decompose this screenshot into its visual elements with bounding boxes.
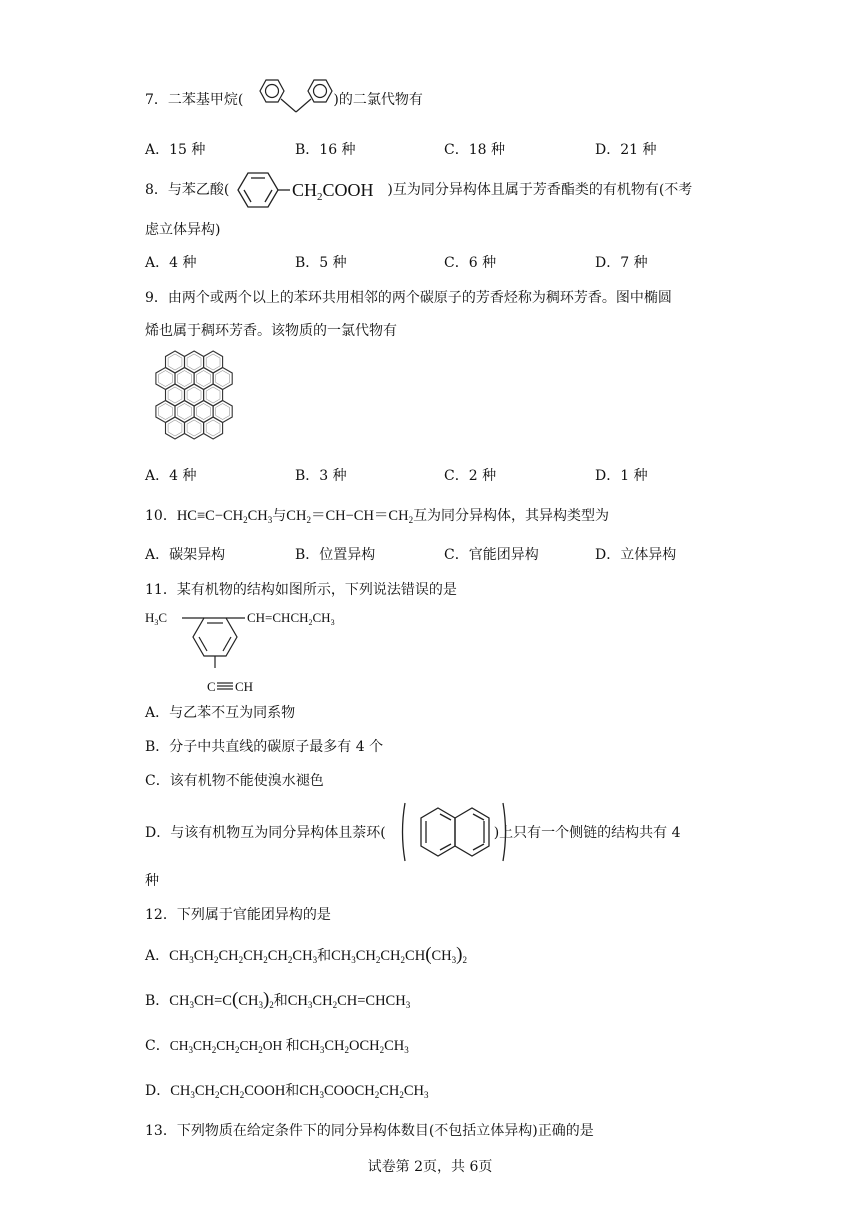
q9-option-d: D．1 种 <box>595 468 648 484</box>
ring-inner <box>187 387 201 403</box>
ring-inner <box>187 420 201 436</box>
ring-inner <box>168 354 182 370</box>
ring-inner <box>187 354 201 370</box>
svg-text:CH2COOH: $CH_2COOH$ <box>292 180 374 203</box>
ring-inner <box>168 420 182 436</box>
ring-inner <box>206 420 220 436</box>
q8-text-after: )互为同分异构体且属于芳香酯类的有机物有(不考 <box>387 182 693 198</box>
methylbutene-formula: $CH_3CH=C(CH_3)_2$ <box>169 989 274 1010</box>
q9-option-b: B．3 种 <box>295 468 347 484</box>
q8-option-d: D．7 种 <box>595 255 648 271</box>
q11-option-d-line2: 种 <box>145 873 159 889</box>
q11-stem: 11．某有机物的结构如图所示，下列说法错误的是 <box>145 582 457 598</box>
q12-option-d-label: D． <box>145 1083 171 1099</box>
q8-option-b: B．5 种 <box>295 255 347 271</box>
q12-and-c: 和 <box>285 1038 300 1054</box>
q12-option-b <box>145 990 410 1015</box>
q8-stem <box>145 180 692 200</box>
q9-stem-line1: 9．由两个或两个以上的苯环共用相邻的两个碳原子的芳香烃称为稠环芳香。图中椭圆 <box>145 290 672 306</box>
ring-inner <box>197 371 211 387</box>
page-footer: 试卷第 2页，共 6页 <box>367 1159 493 1175</box>
propyl-acetate-formula: $CH_3COOCH_2CH_2CH_3$ <box>299 1083 429 1100</box>
q12-stem: 12．下列属于官能团异构的是 <box>145 907 331 923</box>
q7-text-before: 7．二苯基甲烷( <box>145 92 244 108</box>
ring-inner <box>206 387 220 403</box>
phenylacetic-acid-structure <box>232 164 388 214</box>
q9-stem-line2: 烯也属于稠环芳香。该物质的一氯代物有 <box>145 323 397 339</box>
q11-option-b: B．分子中共直线的碳原子最多有 4 个 <box>145 739 384 755</box>
q7-option-d: D．21 种 <box>595 142 657 158</box>
q10-connector: 与 <box>272 508 287 524</box>
diethyl-ether-formula: $CH_3CH_2OCH_2CH_3$ <box>299 1038 409 1055</box>
q11-option-c: C．该有机物不能使溴水褪色 <box>145 773 324 789</box>
ring-inner <box>159 404 173 420</box>
q8-option-c: C．6 种 <box>444 255 497 271</box>
hexane-formula: $CH_3CH_2CH_2CH_2CH_2CH_3$ <box>169 948 318 965</box>
ring-inner <box>159 371 173 387</box>
butyne-formula: $HC\equiv C-CH_2CH_3$ <box>176 508 273 525</box>
q12-option-c <box>145 1036 409 1060</box>
butanoic-acid-formula: $CH_3CH_2CH_2COOH$ <box>170 1083 286 1100</box>
q10-option-c: C．官能团异构 <box>444 547 539 563</box>
q11-option-a: A．与乙苯不互为同系物 <box>145 705 296 721</box>
q10-stem <box>145 506 609 530</box>
q12-option-a-label: A． <box>145 948 170 964</box>
q12-option-b-label: B． <box>145 993 170 1009</box>
q11-molecule-structure <box>145 610 365 696</box>
svg-text:CH: CH <box>235 679 254 694</box>
q10-option-d: D．立体异构 <box>595 547 677 563</box>
diphenylmethane-structure <box>252 74 344 122</box>
q8-option-a: A．4 种 <box>145 255 197 271</box>
ring-inner <box>197 404 211 420</box>
q12-and-b: 和 <box>273 993 288 1009</box>
q11-option-d-after: )上只有一个侧链的结构共有 4 <box>493 825 681 841</box>
svg-text:CH=CHCH2CH3: $CH=CHCH_2CH_3$ <box>247 610 335 627</box>
svg-text:H3C: $H_3C$ <box>145 610 168 627</box>
ring-inner <box>168 387 182 403</box>
q12-and-a: 和 <box>317 948 332 964</box>
q11-option-d-before: D．与该有机物互为同分异构体且萘环( <box>145 825 386 841</box>
q9-option-c: C．2 种 <box>444 468 497 484</box>
q12-option-c-label: C． <box>145 1038 170 1054</box>
q7-option-a: A．15 种 <box>145 142 206 158</box>
q12-option-a <box>145 945 467 970</box>
ring-inner <box>216 404 230 420</box>
pentene-formula: $CH_3CH_2CH=CHCH_3$ <box>287 993 411 1010</box>
ring-inner <box>206 354 220 370</box>
q7-option-c: C．18 种 <box>444 142 505 158</box>
butadiene-formula: $CH_2=CH-CH=CH_2$ <box>286 508 414 525</box>
butanol-formula: $CH_3CH_2CH_2CH_2OH$ <box>169 1038 286 1055</box>
isohexane-formula: $CH_3CH_2CH_2CH(CH_3)_2$ <box>331 944 467 965</box>
q7-text-after: )的二氯代物有 <box>333 92 423 108</box>
q9-option-a: A．4 种 <box>145 468 197 484</box>
svg-text:C: C <box>207 679 216 694</box>
q10-suffix: 互为同分异构体，其异构类型为 <box>413 508 610 524</box>
q13-stem: 13．下列物质在给定条件下的同分异构体数目(不包括立体异构)正确的是 <box>145 1123 594 1139</box>
q8-text-before: 8．与苯乙酸( <box>145 182 230 198</box>
naphthalene-structure <box>399 800 509 864</box>
q12-option-d <box>145 1081 429 1105</box>
q8-stem-line2: 虑立体异构) <box>145 222 221 238</box>
q7-option-b: B．16 种 <box>295 142 356 158</box>
ring-inner <box>178 404 192 420</box>
q10-option-b: B．位置异构 <box>295 547 376 563</box>
ring-inner <box>178 371 192 387</box>
q10-option-a: A．碳架异构 <box>145 547 226 563</box>
ring-inner <box>216 371 230 387</box>
q10-prefix: 10． <box>145 508 177 524</box>
q12-and-d: 和 <box>285 1083 300 1099</box>
ellipsene-structure <box>145 350 267 450</box>
